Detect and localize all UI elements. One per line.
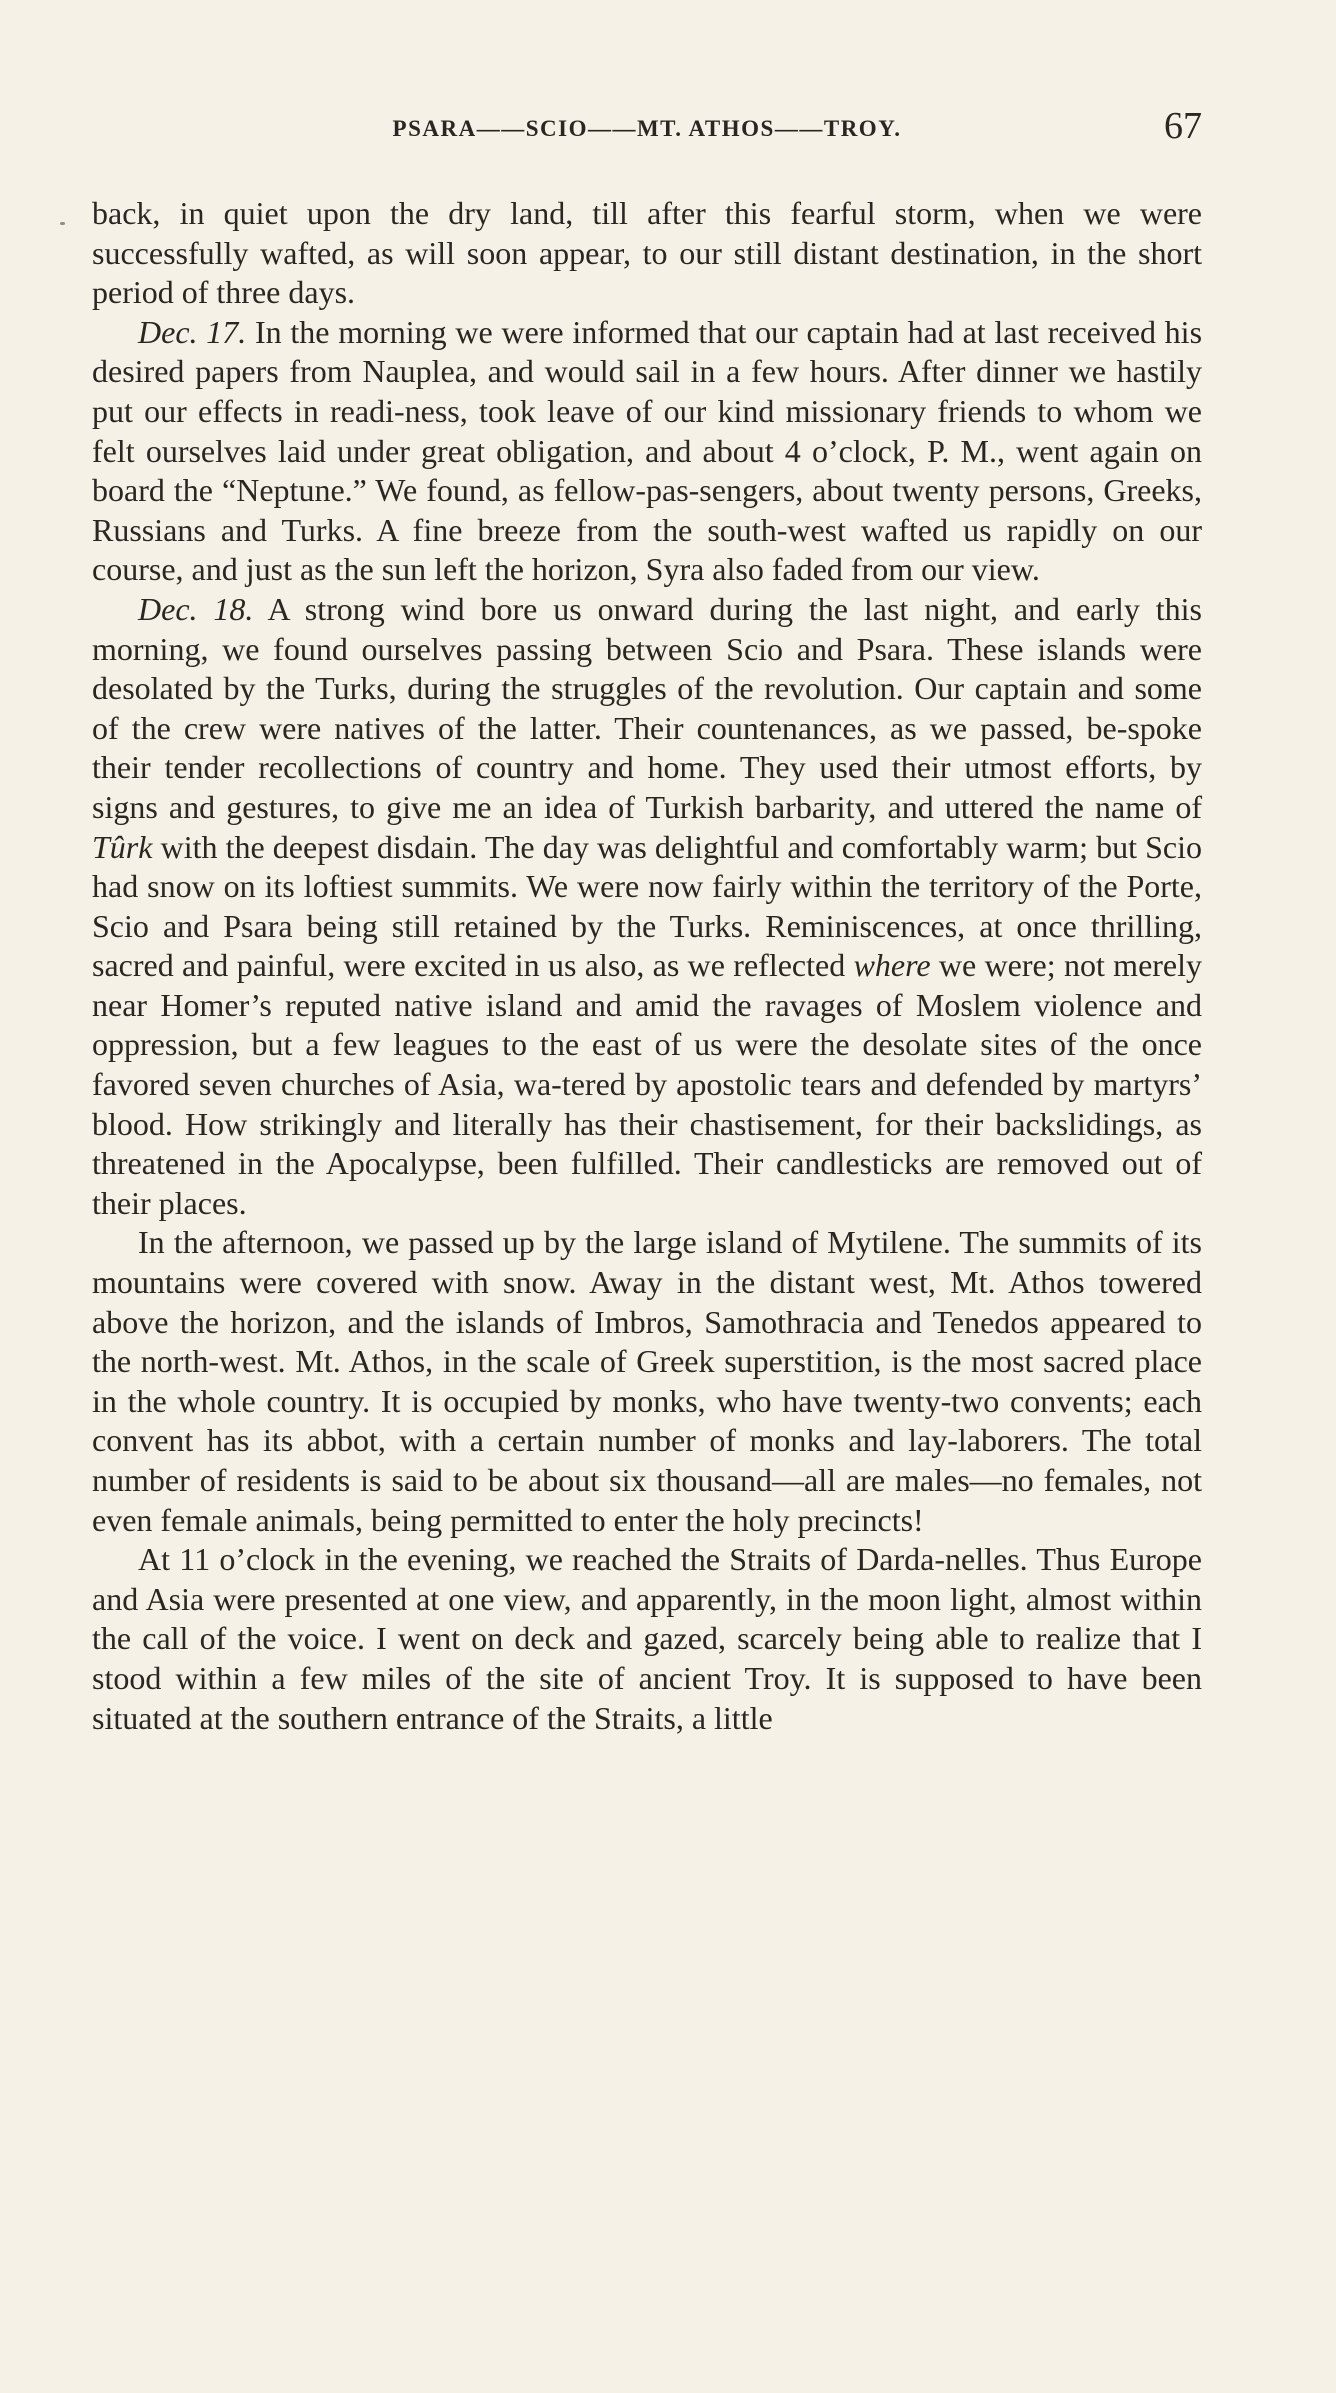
date-label: Dec. 17. xyxy=(138,313,247,350)
italic-word-where: where xyxy=(853,947,931,984)
paragraph-continuation xyxy=(92,194,1202,313)
paragraph-dec-17 xyxy=(92,313,1202,590)
paragraph-text: A strong wind bore us onward during the last night, and early this morning, we found ourselves passing between Scio and Psara. These islands were desolated by the Turks, during the struggles of the revolution. Our captain and some of the crew were natives of the latter. Their countenances, as we passed, be-spoke their tender recollections of country and home. They used their utmost efforts, by signs and gestures, to give me an idea of Turkish barbarity, and uttered the name of xyxy=(92,590,1203,825)
paragraph-text: with the deepest disdain. The day was delightful and comfortably warm; but Scio had snow on its loftiest summits. We were now fairly within the territory of the Porte, Scio and Psara being still retained by the Turks. Reminiscences, at once thrilling, sacred and painful, were excited in us also, as we reflected xyxy=(92,828,1203,984)
paragraph-text: In the morning we were informed that our captain had at last received his desired papers from Nauplea, and would sail in a few hours. After dinner we hastily put our effects in readi-ness, took leave of our kind missionary friends to whom we felt ourselves laid under great obligation, and about 4 o’clock, P. M., went again on board the “Neptune.” We found, as fellow-pas-sengers, about twenty persons, Greeks, Russians and Turks. A fine breeze from the south-west wafted us rapidly on our course, and just as the sun left the horizon, Syra also faded from our view. xyxy=(92,313,1203,588)
italic-word-turk: Tûrk xyxy=(92,828,153,865)
ink-speck xyxy=(60,222,65,225)
running-title: PSARA——SCIO——MT. ATHOS——TROY. xyxy=(392,116,902,141)
paragraph-evening xyxy=(92,1540,1202,1738)
paragraph-text: At 11 o’clock in the evening, we reached the Straits of Darda-nelles. Thus Europe and Asia were presented at one view, and apparently, in the moon light, almost within the call of the voice. I went on deck and gazed, scarcely being able to realize that I stood within a few miles of the site of ancient Troy. It is supposed to have been situated at the southern entrance of the Straits, a little xyxy=(92,1541,1202,1736)
paragraph-afternoon xyxy=(92,1223,1202,1540)
paragraph-text: we were; not merely near Homer’s reputed native island and amid the ravages of Moslem violence and oppression, but a few leagues to the east of us were the desolate sites of the once favored seven churches of Asia, wa-tered by apostolic tears and defended by martyrs’ blood. How strikingly and literally has their chastisement, for their backslidings, as threatened in the Apocalypse, been fulfilled. Their candlesticks are removed out of their places. xyxy=(92,947,1203,1221)
page-number: 67 xyxy=(1164,105,1202,147)
page-header xyxy=(92,105,1202,162)
paragraph-text: back, in quiet upon the dry land, till after this fearful storm, when we were successfully wafted, as will soon appear, to our still distant destination, in the short period of three days. xyxy=(92,195,1202,311)
date-label: Dec. 18. xyxy=(138,590,254,627)
body-text xyxy=(92,194,1202,1738)
paragraph-dec-18 xyxy=(92,590,1202,1224)
paragraph-text: In the afternoon, we passed up by the large island of Mytilene. The summits of its mountains were covered with snow. Away in the distant west, Mt. Athos towered above the horizon, and the islands of Imbros, Samothracia and Tenedos appeared to the north-west. Mt. Athos, in the scale of Greek superstition, is the most sacred place in the whole country. It is occupied by monks, who have twenty-two convents; each convent has its abbot, with a certain number of monks and lay-laborers. The total number of residents is said to be about six thousand—all are males—no females, not even female animals, being permitted to enter the holy precincts! xyxy=(92,1224,1202,1538)
